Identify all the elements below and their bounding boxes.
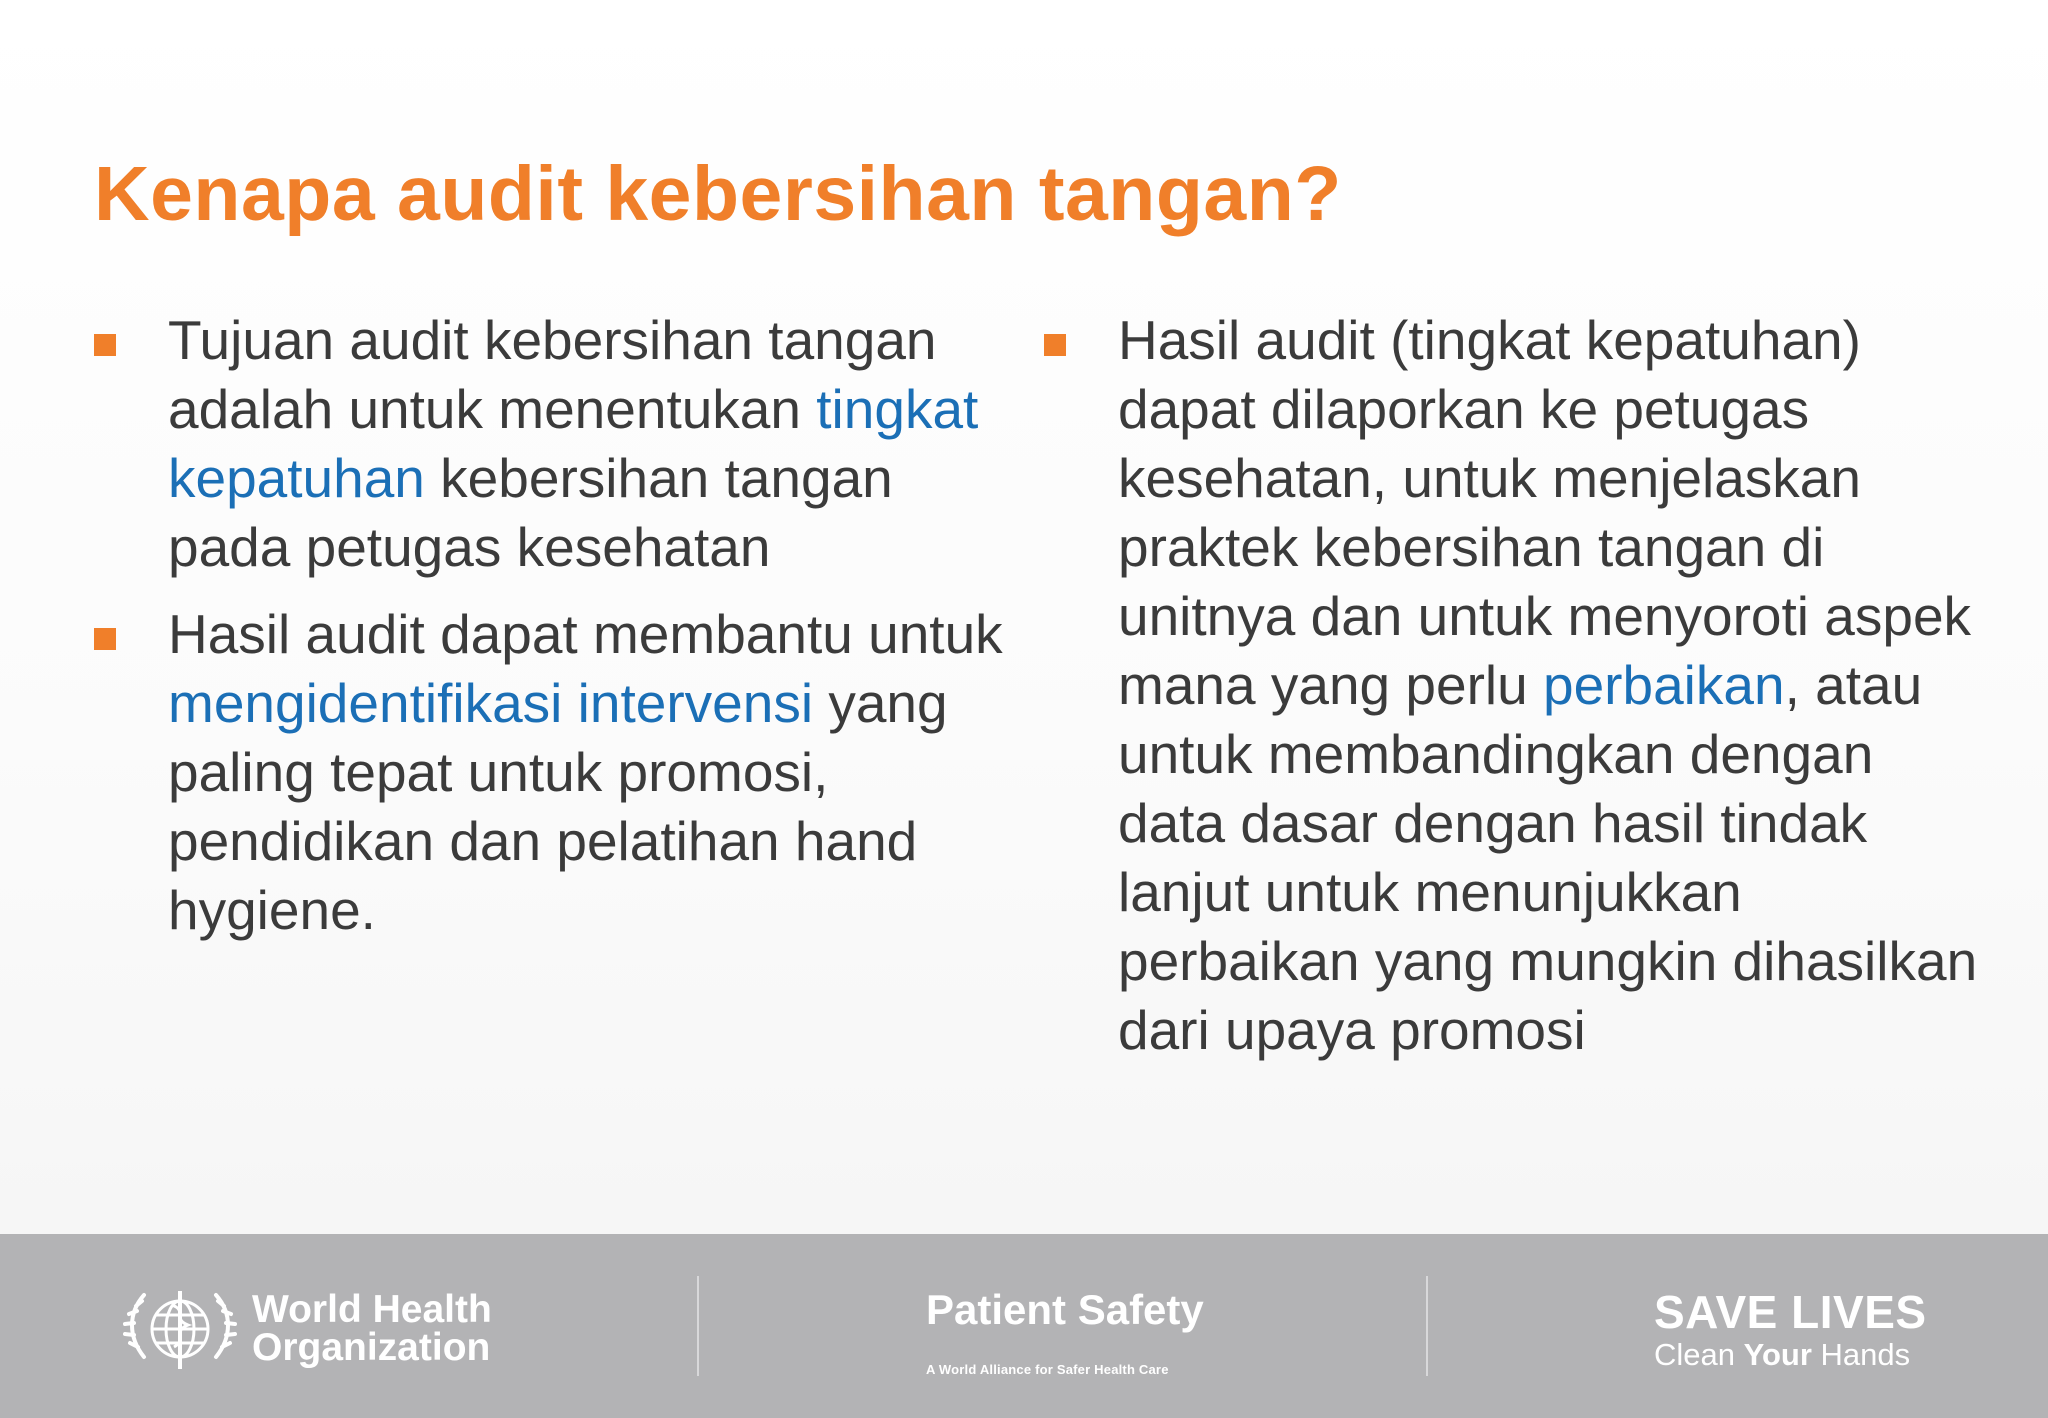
bullet-square-icon <box>94 628 116 650</box>
who-emblem-icon <box>118 1277 242 1381</box>
bullet-text: Tujuan audit kebersihan tangan adalah untuk menentukan tingkat kepatuhan kebersihan tangan pada petugas kesehatan <box>168 309 979 578</box>
right-column <box>1044 306 1994 1083</box>
who-wordmark: World Health Organization <box>252 1288 492 1369</box>
highlight-term: tingkat kepatuhan <box>168 378 979 509</box>
who-logo <box>118 1274 492 1384</box>
bullet-item <box>1044 306 1994 1065</box>
clean-your-hands-text: Clean Your Hands <box>1654 1337 1911 1372</box>
bullet-text: Hasil audit (tingkat kepatuhan) dapat dilaporkan ke petugas kesehatan, untuk menjelaskan praktek kebersihan tangan di unitnya dan untuk menyoroti aspek mana yang perlu perbaikan, atau untuk membandingkan dengan data dasar dengan hasil tindak lanjut untuk menunjukkan perbaikan yang mungkin dihasilkan dari upaya promosi <box>1118 309 1978 1061</box>
bullet-item <box>94 600 1014 945</box>
patient-safety-logo: Patient Safety A World Alliance for Safer Health Care <box>926 1286 1204 1377</box>
footer-divider <box>1426 1276 1428 1376</box>
bullet-square-icon <box>1044 334 1066 356</box>
footer-bar <box>0 1234 2048 1418</box>
slide-title: Kenapa audit kebersihan tangan? <box>94 151 1342 237</box>
highlight-term: mengidentifikasi intervensi <box>168 672 814 734</box>
footer-divider <box>697 1276 699 1376</box>
save-lives-logo: SAVE LIVES Clean Your Hands <box>1654 1286 1927 1372</box>
left-column <box>94 306 1014 963</box>
highlight-term: perbaikan <box>1543 654 1785 716</box>
bullet-text: Hasil audit dapat membantu untuk mengidentifikasi intervensi yang paling tepat untuk promosi, pendidikan dan pelatihan hand hygiene. <box>168 603 1003 941</box>
bullet-square-icon <box>94 334 116 356</box>
bullet-item <box>94 306 1014 582</box>
